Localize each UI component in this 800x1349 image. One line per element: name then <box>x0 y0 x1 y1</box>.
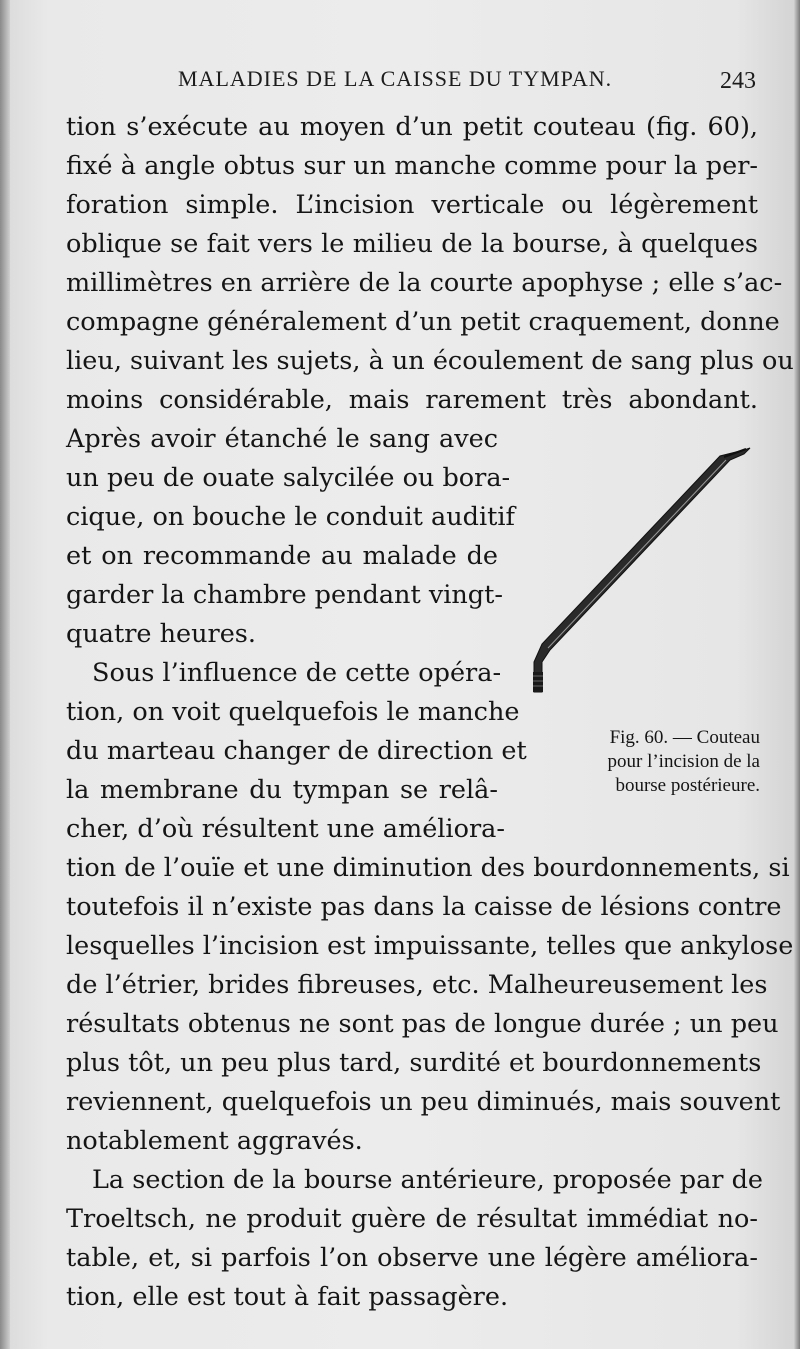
figure-caption <box>520 726 760 798</box>
text-line: fixé à angle obtus sur un manche comme pour la per- <box>66 151 758 181</box>
text-line: millimètres en arrière de la courte apophyse ; elle s’ac- <box>66 268 783 298</box>
text-line: toutefois il n’existe pas dans la caisse de lésions contre <box>66 892 782 922</box>
text-line: Sous l’influence de cette opéra- <box>92 658 502 688</box>
caption-line: Fig. 60. — Couteau <box>609 727 760 748</box>
text-line: table, et, si parfois l’on observe une légère améliora- <box>66 1243 758 1273</box>
text-line: plus tôt, un peu plus tard, surdité et bourdonnements <box>66 1048 762 1078</box>
figure-60 <box>520 440 760 800</box>
text-line: tion, on voit quelquefois le manche <box>66 697 520 727</box>
caption-line: bourse postérieure. <box>615 775 760 796</box>
text-line: garder la chambre pendant vingt- <box>66 580 503 610</box>
text-line: cher, d’où résultent une améliora- <box>66 814 505 844</box>
text-line: notablement aggravés. <box>66 1126 363 1156</box>
caption-line: pour l’incision de la <box>607 751 760 772</box>
text-line: tion de l’ouïe et une diminution des bourdonnements, si <box>66 853 790 883</box>
text-line: reviennent, quelquefois un peu diminués, mais souvent <box>66 1087 781 1117</box>
running-title: MALADIES DE LA CAISSE DU TYMPAN. <box>178 66 613 91</box>
text-line: lesquelles l’incision est impuissante, telles que ankylose <box>66 931 794 961</box>
text-line: de l’étrier, brides fibreuses, etc. Malheureusement les <box>66 970 768 1000</box>
text-line: cique, on bouche le conduit auditif <box>66 502 515 532</box>
text-line: Après avoir étanché le sang avec <box>66 424 498 454</box>
text-line: La section de la bourse antérieure, proposée par de <box>92 1165 764 1195</box>
text-line: moins considérable, mais rarement très abondant. <box>66 385 758 415</box>
text-line: la membrane du tympan se relâ- <box>66 775 498 805</box>
text-line: oblique se fait vers le milieu de la bourse, à quelques <box>66 229 758 259</box>
text-line: tion, elle est tout à fait passagère. <box>66 1282 509 1312</box>
page-left-edge <box>0 0 10 1349</box>
text-line: lieu, suivant les sujets, à un écoulement de sang plus ou <box>66 346 794 376</box>
text-line: et on recommande au malade de <box>66 541 498 571</box>
text-line: tion s’exécute au moyen d’un petit couteau (fig. 60), <box>66 112 758 142</box>
knife-illustration <box>520 440 760 730</box>
text-line: du marteau changer de direction et <box>66 736 527 766</box>
text-line: quatre heures. <box>66 619 256 649</box>
page-number: 243 <box>720 68 756 94</box>
text-line: Troeltsch, ne produit guère de résultat immédiat no- <box>66 1204 758 1234</box>
text-line: résultats obtenus ne sont pas de longue durée ; un peu <box>66 1009 779 1039</box>
text-line: un peu de ouate salycilée ou bora- <box>66 463 511 493</box>
page-right-edge <box>794 0 800 1349</box>
page-header <box>66 66 756 106</box>
text-line: compagne généralement d’un petit craquement, donne <box>66 307 780 337</box>
text-line: foration simple. L’incision verticale ou légèrement <box>66 190 758 220</box>
